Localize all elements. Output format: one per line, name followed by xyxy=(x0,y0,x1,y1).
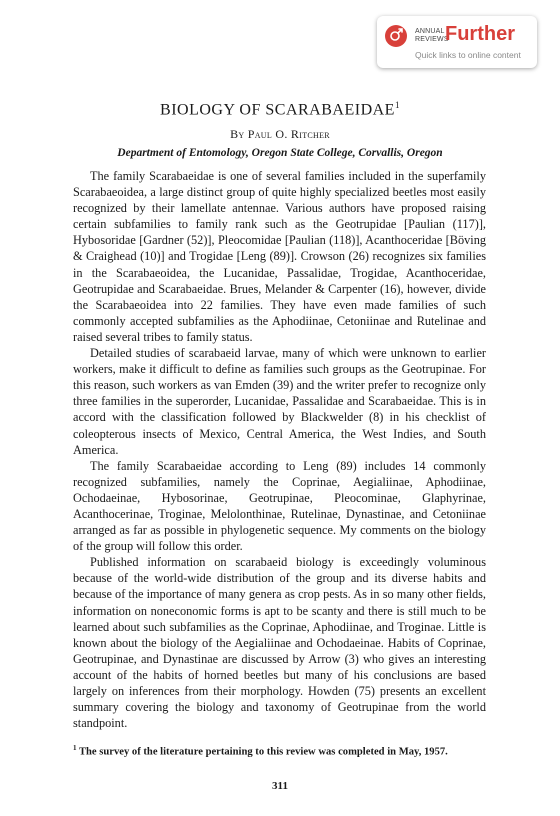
further-badge[interactable] xyxy=(377,16,537,68)
footnote-text: The survey of the literature pertaining to this review was completed in May, 1957. xyxy=(76,746,448,758)
title-footnote-mark[interactable]: 1 xyxy=(394,100,400,110)
paragraph: The family Scarabaeidae is one of several families included in the superfamily Scarabaeoidea, a large distinct group of quite highly specialized beetles most easily recognized by their lamellate antennae. Various authors have proposed raising certain subfamilies to family rank such as the Geotrupidae [Paulian (117)], Hybosoridae [Gardner (52)], Pleocomidae [Paulian (118)], Acanthoceridae [Böving & Craighead (10)] and Trogidae [Leng (89)]. Crowson (26) recognizes six families in the Scarabaeoidea, the Lucanidae, Passalidae, Trogidae, Acanthoceridae, Geotrupidae and Scarabaeidae. Brues, Melander & Carpenter (16), however, divide the Scarabaeoidea into 22 families. They have even made families of such commonly accepted subfamilies as the Aphodiinae, Cetoniinae and Rutelinae and raised several tribes to family status. xyxy=(73,169,486,344)
further-label: Further xyxy=(445,23,515,45)
author-line: By Paul O. Ritcher xyxy=(230,127,330,141)
paragraph: Detailed studies of scarabaeid larvae, many of which were unknown to earlier workers, make it difficult to define as families such groups as the Geotrupinae. For this reason, such workers as van Emden (39) and the writer prefer to recognize only three families in the superorder, Lucanidae, Passalidae and Scarabaeidae. This is in accord with the classification followed by Blackwelder (8) in his checklist of coleopterous insects of Mexico, Central America, the West Indies, and South America. xyxy=(73,346,486,457)
paragraph: Published information on scarabaeid biology is exceedingly voluminous because of the world-wide distribution of the group and its diverse habits and because of the importance of many genera as crop pests. As in so many other fields, information on noneconomic forms is apt to be scanty and there is still much to be learned about such subfamilies as the Coprinae, Aphodiinae, and Troginae. Little is known about the biology of the Aegialiinae and Ochodaeinae. Habits of Coprinae, Geotrupinae, and Dynastinae are discussed by Arrow (3) who gives an interesting account of the habits of horned beetles but many of his conclusions are based largely on inferences from their morphology. Howden (75) presents an excellent summary covering the biology and taxonomy of Geotrupinae from the world standpoint. xyxy=(73,555,486,731)
further-link-icon xyxy=(385,25,407,47)
page-number: 311 xyxy=(272,780,288,792)
annual-reviews-label: ANNUAL REVIEWS xyxy=(415,28,449,43)
affiliation: Department of Entomology, Oregon State College, Corvallis, Oregon xyxy=(117,147,443,159)
footnote-mark: 1 xyxy=(73,744,77,752)
paragraph: The family Scarabaeidae according to Leng (89) includes 14 commonly recognized subfamilies, namely the Coprinae, Aegialiinae, Aphodiinae, Ochodaeinae, Hybosorinae, Geotrupinae, Pleocominae, Glaphyrinae, Acanthocerinae, Troginae, Melolonthinae, Rutelinae, Dynastinae, and Cetoniinae arranged as far as possible in phylogenetic sequence. My comments on the biology of the group will follow this order. xyxy=(73,458,486,554)
footnote xyxy=(73,741,486,760)
article-title: BIOLOGY OF SCARABAEIDAE$^1$ xyxy=(160,100,400,119)
article-body xyxy=(73,168,486,731)
quick-links-label: Quick links to online content xyxy=(415,50,521,60)
